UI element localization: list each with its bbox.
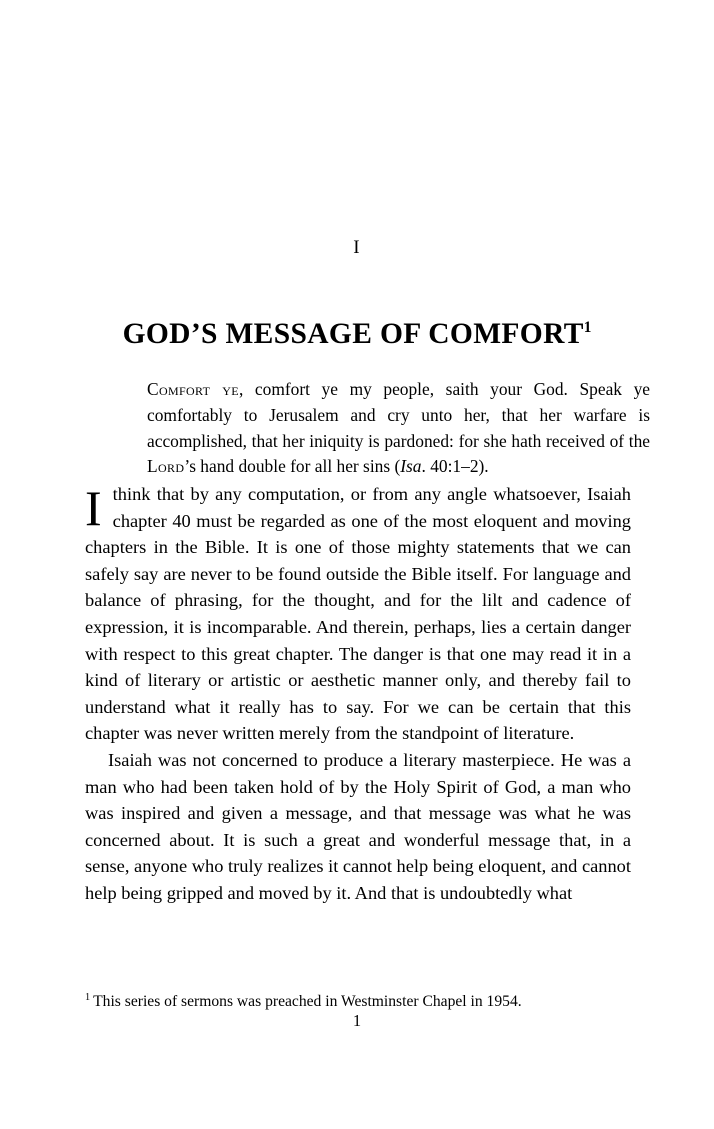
epigraph-quotation: [147, 377, 650, 479]
chapter-title: [0, 318, 714, 351]
drop-cap: I: [85, 480, 102, 536]
epigraph-opening-smallcaps: Comfort ye: [147, 379, 239, 400]
footnote-text: This series of sermons was preached in Westminster Chapel in 1954.: [93, 993, 522, 1011]
chapter-title-footnote-marker: 1: [583, 318, 592, 336]
epigraph-citation-book: Isa: [400, 456, 422, 477]
epigraph-body-part-1: , comfort ye my people, saith your God. Speak ye comfortably to Jerusalem and cry unto her, that her warfare is accomplished, that her iniquity is pardoned: for she hath received of the: [147, 379, 650, 451]
body-paragraph-2-text: Isaiah was not concerned to produce a literary masterpiece. He was a man who had been taken hold of by the Holy Spirit of God, a man who was inspired and given a message, and that message was what he was concerned about. It is such a great and wonderful message that, in a sense, anyone who truly realizes it cannot help being eloquent, and cannot help being gripped and moved by it. And that is undoubtedly what: [85, 749, 631, 903]
epigraph-lord-smallcaps: Lord: [147, 456, 185, 477]
chapter-number: I: [353, 237, 361, 258]
body-paragraph-1-text: think that by any computation, or from any angle whatsoever, Isaiah chapter 40 must be regarded as one of the most eloquent and moving chapters in the Bible. It is one of those mighty statements that we can safely say are never to be found outside the Bible itself. For language and balance of phrasing, for the thought, and for the lilt and cadence of expression, it is incomparable. And therein, perhaps, lies a certain danger with respect to this great chapter. The danger is that one may read it in a kind of literary or artistic or aesthetic manner only, and thereby fail to understand what it really has to say. For we can be certain that this chapter was never written merely from the standpoint of literature.: [85, 484, 631, 744]
body-paragraph-2: [85, 747, 631, 907]
footnote-marker: 1: [85, 992, 91, 1003]
epigraph-body-part-2: ’s hand double for all her sins (: [184, 456, 401, 477]
footnote: [85, 987, 631, 1013]
epigraph-citation-reference: . 40:1–2).: [421, 456, 489, 477]
body-text: [85, 481, 631, 907]
page-number: 1: [352, 1011, 362, 1030]
chapter-title-text: GOD’S MESSAGE OF COMFORT: [122, 317, 584, 350]
epigraph-paragraph: [147, 377, 650, 479]
body-paragraph-1: [85, 481, 631, 747]
